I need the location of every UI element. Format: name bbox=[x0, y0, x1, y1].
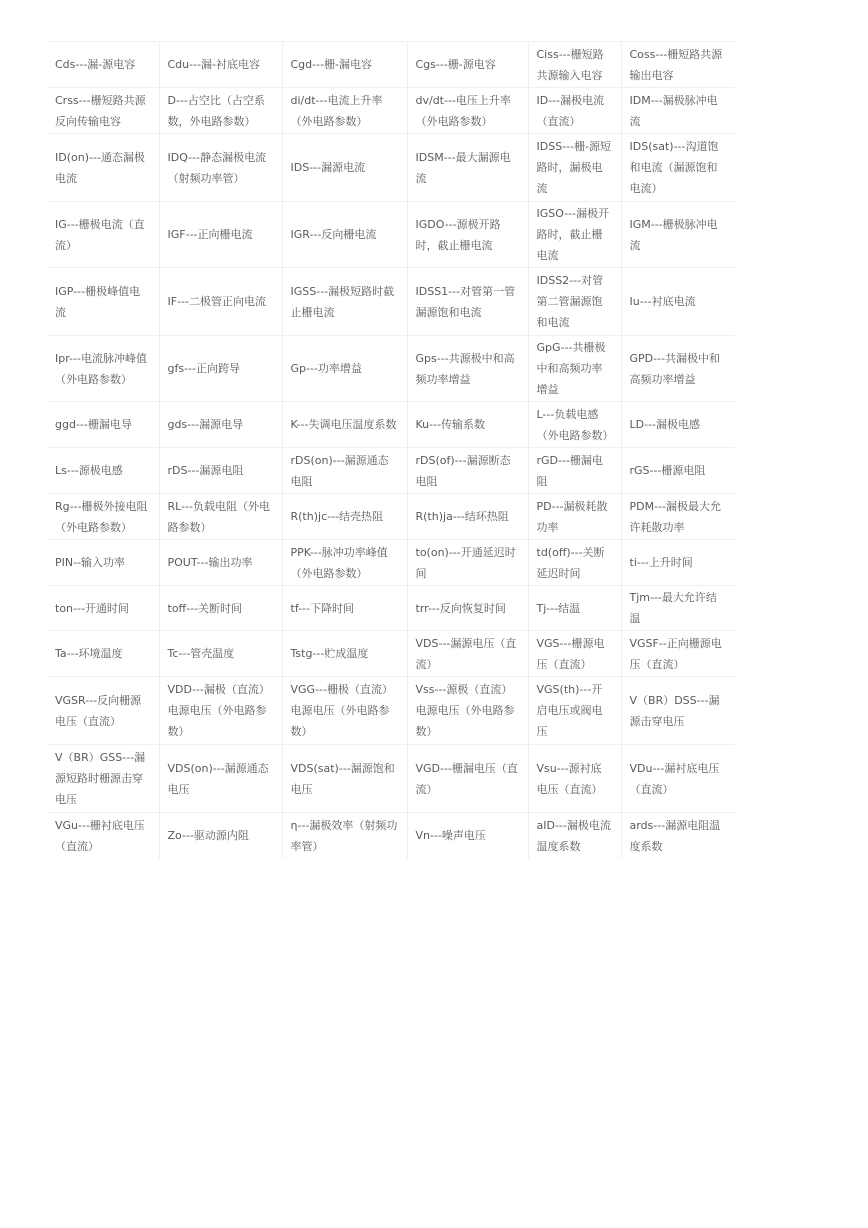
table-cell: ID---漏极电流（直流） bbox=[528, 88, 621, 134]
table-row bbox=[47, 494, 735, 540]
table-row bbox=[47, 631, 735, 677]
table-cell: ton---开通时间 bbox=[47, 586, 159, 631]
table-cell: IGSO---漏极开路时，截止栅电流 bbox=[528, 202, 621, 268]
table-cell: VGG---栅极（直流）电源电压（外电路参数） bbox=[282, 677, 407, 745]
table-cell: R(th)ja---结环热阻 bbox=[407, 494, 528, 540]
table-cell: GpG---共栅极中和高频功率增益 bbox=[528, 336, 621, 402]
table-cell: Coss---栅短路共源输出电容 bbox=[621, 42, 735, 88]
table-cell: IG---栅极电流（直流） bbox=[47, 202, 159, 268]
table-cell: VGS---栅源电压（直流） bbox=[528, 631, 621, 677]
table-cell: Cds---漏-源电容 bbox=[47, 42, 159, 88]
table-cell: aID---漏极电流温度系数 bbox=[528, 813, 621, 859]
table-cell: VGu---栅衬底电压（直流） bbox=[55, 818, 145, 853]
table-cell: Iu---衬底电流 bbox=[621, 268, 735, 336]
table-cell: Crss---栅短路共源反向传输电容 bbox=[47, 88, 159, 134]
table-cell: trr---反向恢复时间 bbox=[407, 586, 528, 631]
table-cell: PDM---漏极最大允许耗散功率 bbox=[621, 494, 735, 540]
table-cell: VGSF--正向栅源电压（直流） bbox=[621, 631, 735, 677]
table-cell: PPK---脉冲功率峰值（外电路参数） bbox=[282, 540, 407, 586]
table-cell: IDSS2---对管第二管漏源饱和电流 bbox=[528, 268, 621, 336]
table-cell: V（BR）DSS---漏源击穿电压 bbox=[621, 677, 735, 745]
table-cell: Ku---传输系数 bbox=[407, 402, 528, 448]
table-row bbox=[47, 336, 735, 402]
table-cell: rDS(of)---漏源断态电阻 bbox=[407, 448, 528, 494]
table-row bbox=[47, 42, 735, 88]
table-cell: td(off)---关断延迟时间 bbox=[528, 540, 621, 586]
table-cell: toff---关断时间 bbox=[159, 586, 282, 631]
table-cell: to(on)---开通延迟时间 bbox=[407, 540, 528, 586]
table-cell: rGS---栅源电阻 bbox=[621, 448, 735, 494]
table-cell: rDS(on)---漏源通态电阻 bbox=[282, 448, 407, 494]
table-cell: tf---下降时间 bbox=[282, 586, 407, 631]
table-cell: Ciss---栅短路共源输入电容 bbox=[528, 42, 621, 88]
table-cell: dv/dt---电压上升率（外电路参数） bbox=[407, 88, 528, 134]
table-cell: VGSR---反向栅源电压（直流） bbox=[47, 677, 159, 745]
table-cell: Tc---管壳温度 bbox=[159, 631, 282, 677]
table-cell: ID(on)---通态漏极电流 bbox=[47, 134, 159, 202]
table-cell: IGP---栅极峰值电流 bbox=[47, 268, 159, 336]
table-row bbox=[47, 268, 735, 336]
table-cell: IDSS1---对管第一管漏源饱和电流 bbox=[407, 268, 528, 336]
table-cell: VGD---栅漏电压（直流） bbox=[407, 745, 528, 813]
table-cell: R(th)jc---结壳热阻 bbox=[282, 494, 407, 540]
table-cell: RL---负载电阻（外电路参数） bbox=[159, 494, 282, 540]
table-cell: di/dt---电流上升率（外电路参数） bbox=[282, 88, 407, 134]
table-cell: VDS---漏源电压（直流） bbox=[407, 631, 528, 677]
table-row bbox=[47, 677, 735, 745]
table-cell: IGSS---漏极短路时截止栅电流 bbox=[282, 268, 407, 336]
table-row bbox=[47, 813, 735, 859]
table-cell: Ls---源极电感 bbox=[47, 448, 159, 494]
table-cell: PIN--输入功率 bbox=[47, 540, 159, 586]
table-row bbox=[47, 202, 735, 268]
table-cell: LD---漏极电感 bbox=[621, 402, 735, 448]
table-cell: Vn---噪声电压 bbox=[407, 813, 528, 859]
table-cell: Vss---源极（直流）电源电压（外电路参数） bbox=[407, 677, 528, 745]
table-cell: rGD---栅漏电阻 bbox=[528, 448, 621, 494]
table-cell: IDSS---栅-源短路时，漏极电流 bbox=[528, 134, 621, 202]
table-cell: gfs---正向跨导 bbox=[159, 336, 282, 402]
table-cell: Tjm---最大允许结温 bbox=[621, 586, 735, 631]
table-cell: IDSM---最大漏源电流 bbox=[407, 134, 528, 202]
table-cell: IDQ---静态漏极电流（射频功率管） bbox=[159, 134, 282, 202]
table-cell: IGM---栅极脉冲电流 bbox=[621, 202, 735, 268]
table-cell: IDS(sat)---沟道饱和电流（漏源饱和电流） bbox=[621, 134, 735, 202]
table-cell: Vsu---源衬底电压（直流） bbox=[528, 745, 621, 813]
table-cell: Rg---栅极外接电阻（外电路参数） bbox=[47, 494, 159, 540]
table-row bbox=[47, 402, 735, 448]
table-row bbox=[47, 448, 735, 494]
table-cell: VDD---漏极（直流）电源电压（外电路参数） bbox=[159, 677, 282, 745]
table-cell: GPD---共漏极中和高频功率增益 bbox=[621, 336, 735, 402]
table-cell: VDu---漏衬底电压（直流） bbox=[621, 745, 735, 813]
table-cell: rDS---漏源电阻 bbox=[159, 448, 282, 494]
table-cell: IGDO---源极开路时，截止栅电流 bbox=[407, 202, 528, 268]
parameter-table-body bbox=[47, 42, 735, 859]
table-cell: VDS(on)---漏源通态电压 bbox=[159, 745, 282, 813]
table-row bbox=[47, 745, 735, 813]
table-cell: IF---二极管正向电流 bbox=[159, 268, 282, 336]
table-cell: Ta---环境温度 bbox=[47, 631, 159, 677]
table-cell: VGS(th)---开启电压或阀电压 bbox=[528, 677, 621, 745]
parameter-table bbox=[47, 41, 735, 859]
table-row bbox=[47, 134, 735, 202]
table-cell: V（BR）GSS---漏源短路时栅源击穿电压 bbox=[47, 745, 159, 813]
table-row bbox=[47, 540, 735, 586]
table-cell: IGR---反向栅电流 bbox=[282, 202, 407, 268]
table-cell: η---漏极效率（射频功率管） bbox=[282, 813, 407, 859]
table-cell: D---占空比（占空系数，外电路参数） bbox=[159, 88, 282, 134]
table-cell: K---失调电压温度系数 bbox=[282, 402, 407, 448]
table-cell: Gps---共源极中和高频功率增益 bbox=[407, 336, 528, 402]
table-cell: Cgd---栅-漏电容 bbox=[282, 42, 407, 88]
table-cell: gds---漏源电导 bbox=[159, 402, 282, 448]
table-row bbox=[47, 586, 735, 631]
table-cell: ards---漏源电阻温度系数 bbox=[621, 813, 735, 859]
table-cell: IDS---漏源电流 bbox=[282, 134, 407, 202]
table-cell: IDM---漏极脉冲电流 bbox=[621, 88, 735, 134]
table-cell: L---负载电感（外电路参数） bbox=[528, 402, 621, 448]
table-cell: ti---上升时间 bbox=[621, 540, 735, 586]
table-cell: Cdu---漏-衬底电容 bbox=[159, 42, 282, 88]
table-cell: Zo---驱动源内阻 bbox=[159, 813, 282, 859]
table-cell: Tj---结温 bbox=[528, 586, 621, 631]
table-cell: Gp---功率增益 bbox=[282, 336, 407, 402]
table-cell: Cgs---栅-源电容 bbox=[407, 42, 528, 88]
table-row bbox=[47, 88, 735, 134]
table-cell: PD---漏极耗散功率 bbox=[528, 494, 621, 540]
table-cell: POUT---输出功率 bbox=[159, 540, 282, 586]
table-cell: IGF---正向栅电流 bbox=[159, 202, 282, 268]
table-cell: VDS(sat)---漏源饱和电压 bbox=[282, 745, 407, 813]
table-cell: ggd---栅漏电导 bbox=[47, 402, 159, 448]
table-cell: Ipr---电流脉冲峰值（外电路参数） bbox=[47, 336, 159, 402]
table-cell: Tstg---贮成温度 bbox=[282, 631, 407, 677]
